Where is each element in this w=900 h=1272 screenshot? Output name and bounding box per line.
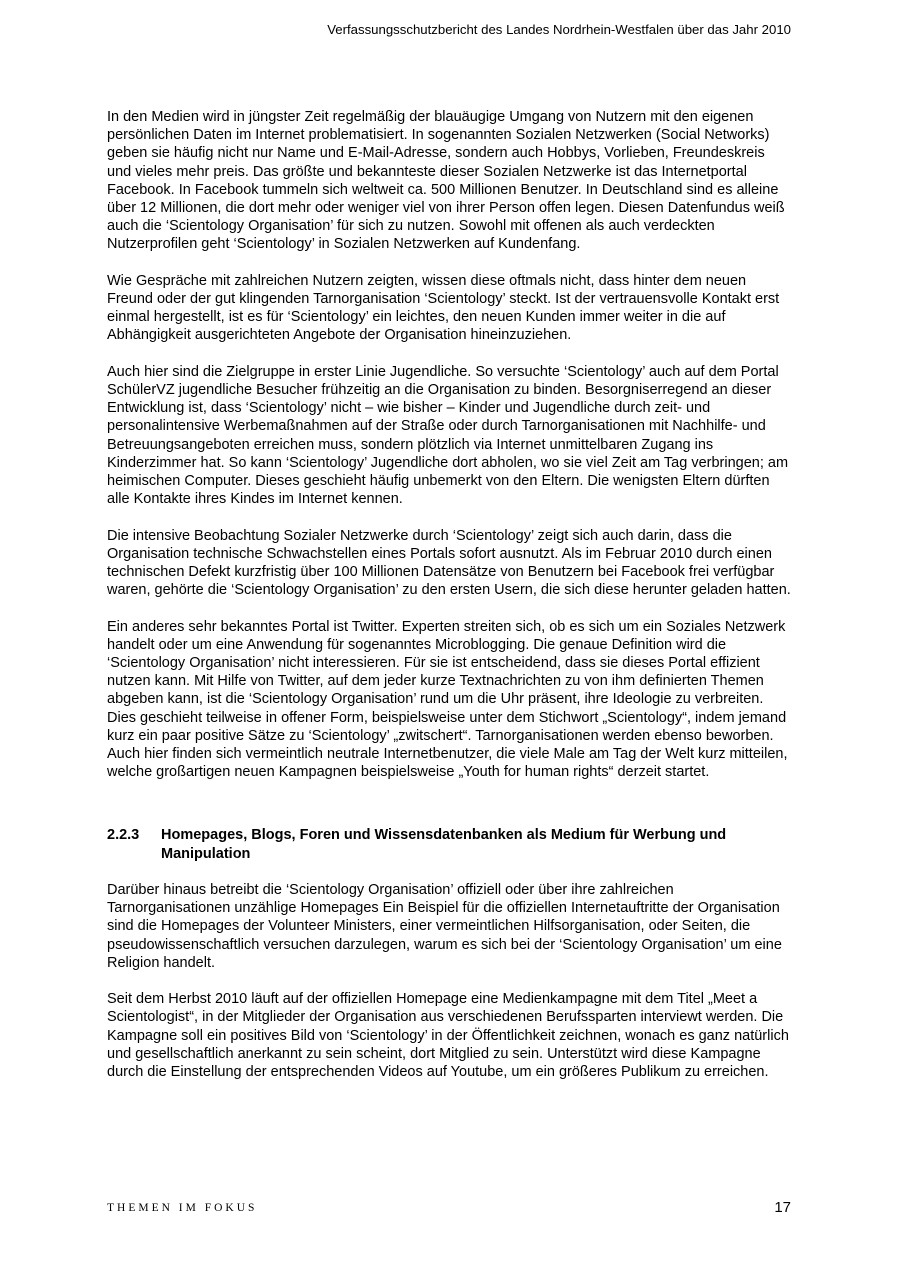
paragraph: Auch hier sind die Zielgruppe in erster Linie Jugendliche. So versuchte ‘Scientology’ auch auf dem Portal SchülerVZ jugendliche Besucher frühzeitig an die Organisation zu binden. Besorgniserregend an dieser Entwicklung ist, dass ‘Scientology’ nicht – wie bisher – Kinder und Jugendliche durch zeit- und personalintensive Werbemaßnahmen auf der Straße oder durch Tarnorganisationen mit Nachhilfe- und Betreuungsangeboten erreichen muss, sondern plötzlich via Internet unmittelbaren Zugang ins Kinderzimmer hat. So kann ‘Scientology’ Jugendliche dort abholen, wo sie viel Zeit am Tag verbringen; am heimischen Computer. Dieses geschieht häufig unbemerkt von den Eltern. Die wenigsten Eltern dürften alle Kontakte ihres Kindes im Internet kennen. (107, 363, 789, 508)
paragraph: In den Medien wird in jüngster Zeit regelmäßig der blauäugige Umgang von Nutzern mit den eigenen persönlichen Daten im Internet problematisiert. In sogenannten Sozialen Netzwerken (Social Networks) geben sie häufig nicht nur Name und E-Mail-Adresse, sondern auch Hobbys, Vorlieben, Freundeskreis und vieles mehr preis. Das größte und bekannteste dieser Sozialen Netzwerke ist das Internetportal Facebook. In Facebook tummeln sich weltweit ca. 500 Millionen Benutzer. In Deutschland sind es alleine über 12 Millionen, die dort mehr oder weniger viel von ihrer Person offen legen. Diesen Datenfundus weiß auch die ‘Scientology Organisation’ für sich zu nutzen. Sowohl mit offenen als auch verdeckten Nutzerprofilen geht ‘Scientology’ in Sozialen Netzwerken auf Kundenfang. (107, 109, 785, 253)
section-number: 2.2.3 (107, 827, 140, 844)
section-heading (107, 826, 791, 862)
section-title: Homepages, Blogs, Foren und Wissensdatenbanken als Medium für Werbung und Manipulation (161, 827, 727, 862)
body-text (107, 108, 791, 1099)
paragraph: Die intensive Beobachtung Sozialer Netzwerke durch ‘Scientology’ zeigt sich auch darin, dass die Organisation technische Schwachstellen eines Portals sofort ausnutzt. Als im Februar 2010 durch einen technischen Defekt kurzfristig über 100 Millionen Datensätze von Benutzern bei Facebook frei verfügbar waren, gehörte die ‘Scientology Organisation’ zu den ersten Usern, die sich diese herunter geladen hatten. (107, 527, 791, 599)
footer-section-label: THEMEN IM FOKUS (107, 1202, 258, 1214)
paragraph: Seit dem Herbst 2010 läuft auf der offiziellen Homepage eine Medienkampagne mit dem Titel „Meet a Scientologist“, in der Mitglieder der Organisation aus verschiedenen Berufssparten interviewt werden. Die Kampagne soll ein positives Bild von ‘Scientology’ in der Öffentlichkeit zeichnen, wonach es ganz natürlich und gesellschaftlich anerkannt zu sein scheint, dort Mitglied zu sein. Unterstützt wird diese Kampagne durch die Einstellung der entsprechenden Videos auf Youtube, um ein größeres Publikum zu erreichen. (107, 991, 789, 1081)
page-number: 17 (774, 1199, 791, 1216)
running-header: Verfassungsschutzbericht des Landes Nordrhein-Westfalen über das Jahr 2010 (327, 22, 791, 37)
paragraph: Ein anderes sehr bekanntes Portal ist Twitter. Experten streiten sich, ob es sich um ein Soziales Netzwerk handelt oder um eine Anwendung für sogenanntes Microblogging. Die genaue Definition wird die ‘Scientology Organisation’ nicht interessieren. Für sie ist entscheidend, dass sie dieses Portal effizient nutzen kann. Mit Hilfe von Twitter, auf dem jeder kurze Textnachrichten zu von ihm definierten Themen abgeben kann, ist die ‘Scientology Organisation’ rund um die Uhr präsent, ihre Ideologie zu verbreiten. Dies geschieht teilweise in offener Form, beispielsweise unter dem Stichwort „Scientology“, indem jemand kurz ein paar positive Sätze zu ‘Scientology’ „zwitschert“. Tarnorganisationen werden ebenso beworben. Auch hier finden sich vermeintlich neutrale Internetbenutzer, die viele Male am Tag der Welt kurz mitteilen, welche großartigen neuen Kampagnen beispielsweise „Youth for human rights“ derzeit startet. (107, 618, 788, 781)
paragraph: Wie Gespräche mit zahlreichen Nutzern zeigten, wissen diese oftmals nicht, dass hinter dem neuen Freund oder der gut klingenden Tarnorganisation ‘Scientology’ steckt. Ist der vertrauensvolle Kontakt erst einmal hergestellt, ist es für ‘Scientology’ ein leichtes, den neuen Kunden immer weiter in die auf Abhängigkeit ausgerichteten Angebote der Organisation hineinzuziehen. (107, 272, 780, 344)
paragraph: Darüber hinaus betreibt die ‘Scientology Organisation’ offiziell oder über ihre zahlreichen Tarnorganisationen unzählige Homepages Ein Beispiel für die offiziellen Internetauftritte der Organisation sind die Homepages der Volunteer Ministers, einer vermeintlichen Hilfsorganisation, oder Seiten, die pseudowissenschaftlich versuchen darzulegen, warum es sich bei der ‘Scientology Organisation’ um eine Religion handelt. (107, 882, 782, 971)
